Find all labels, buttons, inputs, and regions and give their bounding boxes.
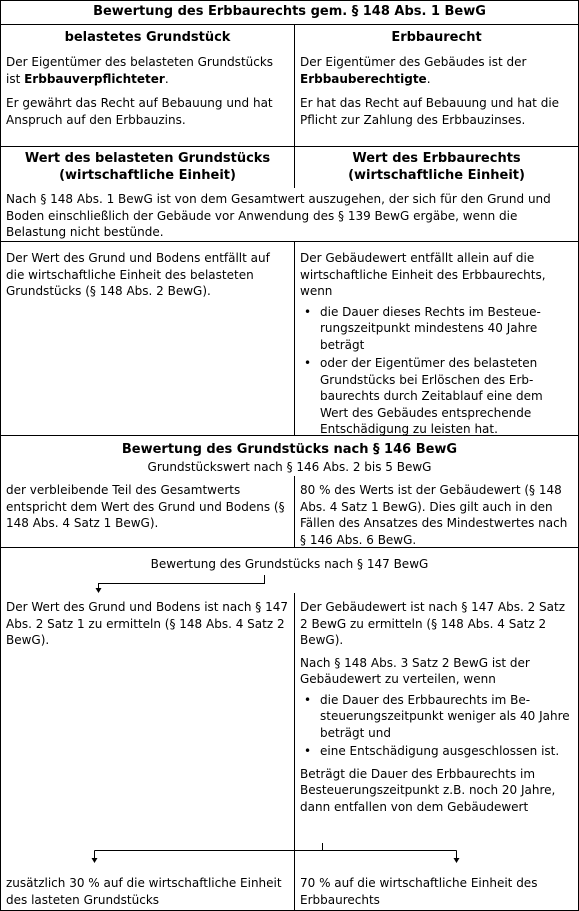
list-item: • die Dauer des Erbbaurechts im Besteuerungszeitpunkt weniger als 40 Jahre beträgt und bbox=[300, 692, 572, 742]
paragraph: Er hat das Recht auf Bebauung und hat die Pflicht zur Zahlung des Erbbauzinses. bbox=[300, 96, 560, 127]
paragraph: Der Wert des Grund und Bodens ist nach § 147 Abs. 2 Satz 1 zu ermitteln (§ 148 Abs. 4 Satz 2 BewG). bbox=[6, 600, 288, 647]
paragraph: Der Eigentümer des Gebäudes ist der Erbbauberechtigte. bbox=[300, 55, 527, 86]
section-title: Bewertung des Grundstücks nach § 147 BewG bbox=[150, 557, 429, 571]
list-item: • oder der Eigentümer des belasteten Grundstücks bei Erlöschen des Erbbaurechts durch Zeitablauf eine dem Wert des Gebäudes entsprechende Entschädigung zu leisten hat. bbox=[300, 355, 572, 438]
arrowhead-icon bbox=[96, 588, 102, 593]
paragraph: Der Gebäudewert ist nach § 147 Abs. 2 Satz 2 BewG zu ermitteln (§ 148 Abs. 4 Satz 2 BewG). bbox=[300, 600, 566, 647]
paragraph: Nach § 148 Abs. 1 BewG ist von dem Gesamtwert auszugehen, der sich für den Grund und Boden einschließlich der Gebäude vor Anwendung des § 139 BewG ergäbe, wenn die Belastung nicht bestünde. bbox=[6, 192, 551, 239]
paragraph: Der Gebäudewert entfällt allein auf die wirtschaftliche Einheit des Erbbaurechts, wenn bbox=[300, 251, 546, 298]
column-heading: Wert des belasteten Grundstücks (wirtschaftliche Einheit) bbox=[24, 151, 271, 183]
paragraph: Er gewährt das Recht auf Bebauung und hat Anspruch auf den Erbbauzins. bbox=[6, 96, 273, 127]
column-heading: Erbbaurecht bbox=[391, 30, 482, 45]
column-heading: belastetes Grundstück bbox=[64, 30, 231, 45]
paragraph: der verbleibende Teil des Gesamtwerts entspricht dem Wert des Grund und Bodens (§ 148 Abs. 4 Satz 1 BewG). bbox=[6, 483, 285, 530]
paragraph: Nach § 148 Abs. 3 Satz 2 BewG ist der Gebäudewert zu verteilen, wenn bbox=[300, 655, 530, 686]
list-item: • die Dauer dieses Rechts im Besteuerungszeitpunkt mindestens 40 Jahre beträgt bbox=[300, 304, 572, 354]
list-item: • eine Entschädigung ausgeschlossen ist. bbox=[300, 743, 572, 760]
section-title: Bewertung des Erbbaurechts gem. § 148 Abs. 1 BewG bbox=[93, 4, 486, 19]
arrow-line bbox=[99, 575, 265, 589]
paragraph: Beträgt die Dauer des Erbbaurechts im Besteuerungszeitpunkt z.B. noch 20 Jahre, dann entfallen von dem Gebäudewert bbox=[300, 766, 556, 814]
flow-arrows bbox=[1, 1, 578, 910]
section-title: Bewertung des Grundstücks nach § 146 BewG bbox=[121, 442, 458, 457]
paragraph: zusätzlich 30 % auf die wirtschaftliche Einheit des lasteten Grundstücks bbox=[6, 876, 282, 907]
paragraph: Der Wert des Grund und Bodens entfällt auf die wirtschaftliche Einheit des belasteten Grundstücks (§ 148 Abs. 2 BewG). bbox=[6, 251, 270, 298]
paragraph: 70 % auf die wirtschaftliche Einheit des Erbbaurechts bbox=[300, 876, 538, 907]
paragraph: Der Eigentümer des belasteten Grundstücks ist Erbbauverpflichteter. bbox=[6, 55, 274, 86]
section-subtitle: Grundstückswert nach § 146 Abs. 2 bis 5 BewG bbox=[147, 460, 432, 474]
paragraph: 80 % des Werts ist der Gebäudewert (§ 148 Abs. 4 Satz 1 BewG). Dies gilt auch in den Fällen des Ansatzes des Mindestwertes nach § 146 Abs. 6 BewG. bbox=[300, 483, 568, 547]
arrowhead-icon bbox=[92, 858, 98, 863]
column-heading: Wert des Erbbaurechts (wirtschaftliche Einheit) bbox=[348, 151, 525, 183]
arrowhead-icon bbox=[454, 858, 460, 863]
